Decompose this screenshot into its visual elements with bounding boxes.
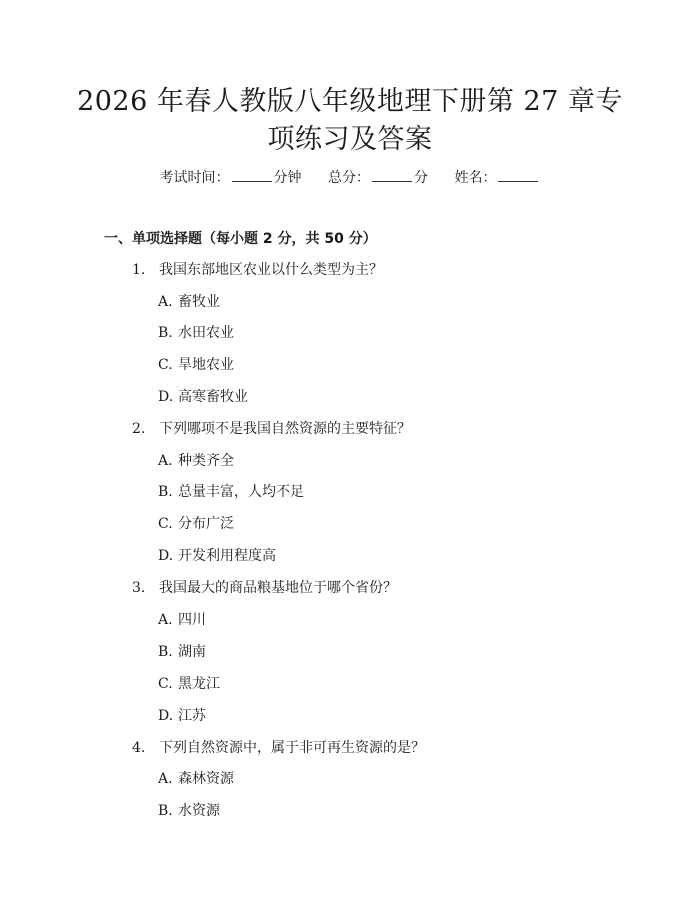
total-score-field (328, 167, 428, 189)
option-text: 总量丰富，人均不足 (178, 484, 304, 500)
option-letter: A. (158, 612, 173, 628)
option-item[interactable] (158, 705, 206, 727)
option-item[interactable] (158, 450, 234, 472)
option-text: 种类齐全 (178, 453, 234, 469)
question-number: 3. (132, 580, 146, 596)
question-text: 下列自然资源中，属于非可再生资源的是？ (159, 740, 425, 756)
option-item[interactable] (158, 291, 220, 313)
option-letter: A. (158, 453, 173, 469)
exam-info-row (0, 167, 700, 189)
option-letter: B. (158, 484, 173, 500)
option-letter: D. (158, 708, 174, 724)
option-text: 畜牧业 (178, 294, 220, 310)
option-text: 黑龙江 (178, 676, 220, 692)
question-number: 4. (132, 740, 146, 756)
option-letter: A. (158, 771, 173, 787)
option-letter: C. (158, 676, 173, 692)
exam-time-blank[interactable] (232, 167, 272, 182)
option-letter: D. (158, 389, 174, 405)
question-text: 我国最大的商品粮基地位于哪个省份？ (159, 580, 397, 596)
option-text: 水资源 (178, 803, 220, 819)
student-name-blank[interactable] (498, 167, 538, 182)
document-title-line1: 2026 年春人教版八年级地理下册第 27 章专 (77, 86, 623, 117)
option-text: 湖南 (178, 644, 206, 660)
option-text: 高寒畜牧业 (178, 389, 248, 405)
option-letter: C. (158, 516, 173, 532)
option-item[interactable] (158, 768, 234, 790)
option-text: 开发利用程度高 (178, 548, 276, 564)
option-letter: B. (158, 325, 173, 341)
option-item[interactable] (158, 513, 234, 535)
question-text: 我国东部地区农业以什么类型为主？ (159, 262, 383, 278)
question-number: 2. (132, 421, 146, 437)
question-item (132, 737, 425, 759)
exam-time-field (160, 167, 302, 189)
option-letter: B. (158, 644, 173, 660)
question-item (132, 577, 397, 599)
option-text: 水田农业 (178, 325, 234, 341)
question-text: 下列哪项不是我国自然资源的主要特征？ (159, 421, 411, 437)
option-item[interactable] (158, 545, 276, 567)
option-letter: C. (158, 357, 173, 373)
option-letter: D. (158, 548, 174, 564)
question-item (132, 259, 383, 281)
exam-time-unit: 分钟 (273, 170, 302, 186)
option-item[interactable] (158, 354, 234, 376)
section-title: 一、单项选择题（每小题 2 分，共 50 分） (104, 231, 377, 247)
total-score-label: 总分： (328, 170, 370, 186)
question-item (132, 418, 411, 440)
option-text: 四川 (178, 612, 206, 628)
total-score-unit: 分 (414, 170, 428, 186)
document-title-line2: 项练习及答案 (267, 124, 433, 155)
student-name-field (454, 167, 540, 189)
option-text: 分布广泛 (178, 516, 234, 532)
option-item[interactable] (158, 322, 234, 344)
option-text: 江苏 (178, 708, 206, 724)
total-score-blank[interactable] (372, 167, 412, 182)
option-text: 旱地农业 (178, 357, 234, 373)
option-item[interactable] (158, 673, 220, 695)
option-item[interactable] (158, 481, 304, 503)
exam-time-label: 考试时间： (159, 170, 230, 186)
option-letter: A. (158, 294, 173, 310)
question-number: 1. (132, 262, 146, 278)
option-letter: B. (158, 803, 173, 819)
option-text: 森林资源 (178, 771, 234, 787)
option-item[interactable] (158, 609, 206, 631)
option-item[interactable] (158, 800, 220, 822)
option-item[interactable] (158, 386, 248, 408)
student-name-label: 姓名： (454, 170, 497, 186)
option-item[interactable] (158, 641, 206, 663)
